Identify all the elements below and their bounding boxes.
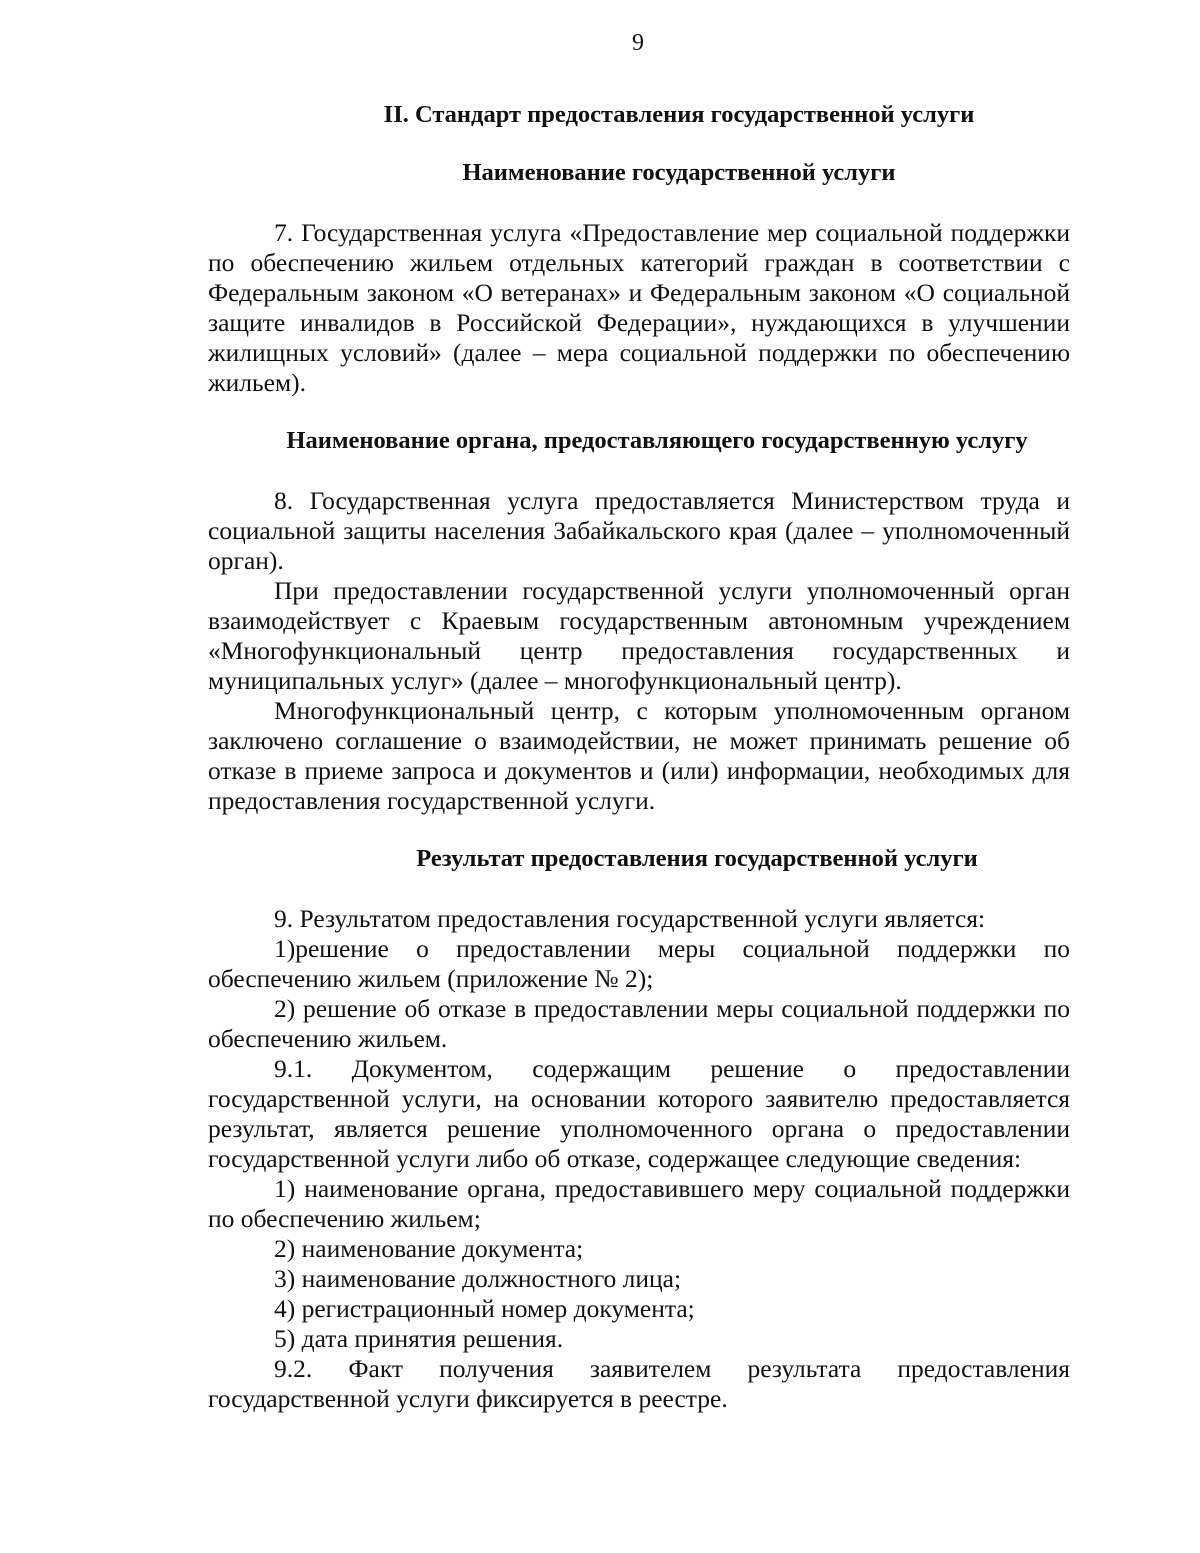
section-title: II. Стандарт предоставления государственной услуги	[383, 101, 975, 128]
subsection-body-authority	[208, 486, 1070, 816]
subsection-body-result	[208, 904, 1070, 1414]
result-item-1: 1)решение о предоставлении меры социальной поддержки по обеспечению жильем (приложение № 2);	[208, 934, 1070, 993]
paragraph-interaction: При предоставлении государственной услуги уполномоченный орган взаимодействует с Краевым государственным автономным учреждением «Многофункциональный центр предоставления государственных и муниципальных услуг» (далее – многофункциональный центр).	[208, 576, 1070, 695]
result-item-2: 2) решение об отказе в предоставлении меры социальной поддержки по обеспечению жильем.	[208, 994, 1070, 1053]
info-item-2: 2) наименование документа;	[274, 1234, 584, 1263]
paragraph-8: 8. Государственная услуга предоставляется Министерством труда и социальной защиты населения Забайкальского края (далее – уполномоченный орган).	[208, 486, 1070, 575]
paragraph-mfc: Многофункциональный центр, с которым уполномоченным органом заключено соглашение о взаимодействии, не может принимать решение об отказе в приеме запроса и документов и (или) информации, необходимых для предоставления государственной услуги.	[208, 696, 1070, 815]
info-item-1: 1) наименование органа, предоставившего меру социальной поддержки по обеспечению жильем;	[208, 1174, 1070, 1233]
subsection-heading-service-name: Наименование государственной услуги	[462, 159, 896, 186]
info-item-4: 4) регистрационный номер документа;	[274, 1294, 695, 1323]
paragraph-9-2: 9.2. Факт получения заявителем результата предоставления государственной услуги фиксируется в реестре.	[208, 1354, 1070, 1413]
page-number: 9	[632, 30, 644, 56]
paragraph-9-1: 9.1. Документом, содержащим решение о предоставлении государственной услуги, на основании которого заявителю предоставляется результат, является решение уполномоченного органа о предоставлении государственной услуги либо об отказе, содержащее следующие сведения:	[208, 1054, 1070, 1173]
document-content	[208, 92, 1070, 1414]
info-item-5: 5) дата принятия решения.	[274, 1324, 564, 1353]
paragraph-9: 9. Результатом предоставления государственной услуги является:	[274, 904, 986, 933]
subsection-heading-result: Результат предоставления государственной услуги	[416, 845, 978, 872]
subsection-body-service-name	[208, 218, 1070, 398]
paragraph-7: 7. Государственная услуга «Предоставление мер социальной поддержки по обеспечению жильем отдельных категорий граждан в соответствии с Федеральным законом «О ветеранах» и Федеральным законом «О социальной защите инвалидов в Российской Федерации», нуждающихся в улучшении жилищных условий» (далее – мера социальной поддержки по обеспечению жильем).	[208, 218, 1070, 397]
info-item-3: 3) наименование должностного лица;	[274, 1264, 682, 1293]
subsection-heading-authority: Наименование органа, предоставляющего государственную услугу	[286, 427, 1028, 454]
